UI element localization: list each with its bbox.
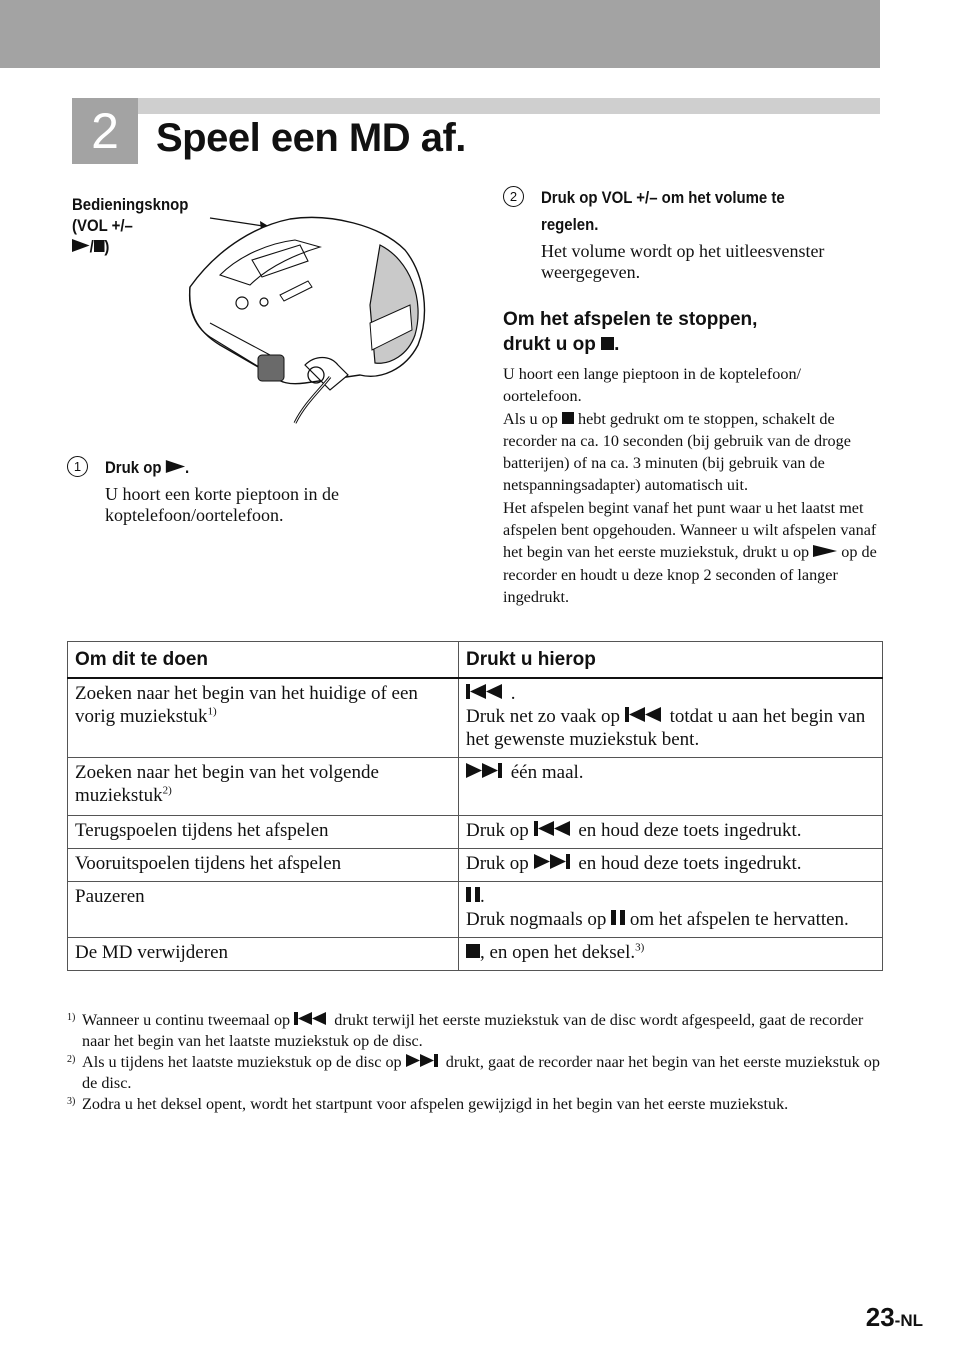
column-header-action: Om dit te doen (68, 642, 459, 679)
table-row (68, 849, 883, 882)
stop-p1: U hoort een lange pieptoon in de koptelefoon/ oortelefoon. (503, 365, 802, 406)
table-row (68, 938, 883, 971)
table-cell-button: Druk op en houd deze toets ingedrukt. (459, 816, 883, 849)
table-cell-button: . Druk net zo vaak op totdat u aan het begin van het gewenste muziekstuk bent. (459, 678, 883, 758)
callout-close: ) (104, 237, 110, 256)
title-rule (138, 98, 880, 114)
step-1-number: 1 (67, 456, 88, 477)
step-2-heading: Druk op VOL +/– om het volume te regelen. (541, 188, 785, 234)
footnotes (67, 1010, 887, 1115)
step-2-number: 2 (503, 186, 524, 207)
callout-line-1: Bedieningsknop (72, 195, 189, 214)
table-cell-button: . Druk nogmaals op om het afspelen te hervatten. (459, 882, 883, 938)
step-1-body: U hoort een korte pieptoon in de koptelefoon/oortelefoon. (105, 484, 339, 525)
play-icon (72, 239, 90, 252)
page-title: Speel een MD af. (156, 116, 466, 160)
previous-track-icon (625, 707, 665, 722)
table-cell-button: één maal. (459, 758, 883, 816)
play-icon (813, 545, 837, 557)
md-recorder-illustration (180, 205, 450, 435)
stop-body (503, 363, 879, 608)
table-cell-action: De MD verwijderen (68, 938, 459, 971)
stop-p2: Als u op hebt gedrukt om te stoppen, schakelt de recorder na ca. 10 seconden (bij gebruik van de droge batterijen) of na ca. 3 minuten (bij gebruik van de netspanningsadapter) automatisch uit. (503, 409, 851, 495)
previous-track-icon (294, 1012, 330, 1025)
pause-icon (466, 887, 480, 902)
stop-icon (601, 337, 614, 350)
play-icon (166, 460, 185, 473)
table-row (68, 816, 883, 849)
step-2-body: Het volume wordt op het uitleesvenster weergegeven. (541, 241, 825, 282)
step-number-box: 2 (72, 98, 138, 164)
table-cell-action: Terugspoelen tijdens het afspelen (68, 816, 459, 849)
table-cell-action: Zoeken naar het begin van het huidige of een vorig muziekstuk$^{1)}$ (68, 678, 459, 758)
callout-slash: / (89, 237, 94, 256)
callout-line-2: (VOL +/– (72, 216, 133, 235)
stop-icon (466, 944, 480, 958)
table-row (68, 678, 883, 758)
next-track-icon (534, 854, 574, 869)
table-row (68, 882, 883, 938)
footnote-3: 3) Zodra u het deksel opent, wordt het startpunt voor afspelen gewijzigd in het begin van het eerste muziekstuk. (67, 1095, 789, 1113)
stop-heading: Om het afspelen te stoppen, drukt u op . (503, 309, 758, 355)
table-cell-button: Druk op en houd deze toets ingedrukt. (459, 849, 883, 882)
table-cell-button: , en open het deksel.$^{3)}$ (459, 938, 883, 971)
column-header-button: Drukt u hierop (459, 642, 883, 679)
previous-track-icon (534, 821, 574, 836)
stop-icon (562, 412, 574, 424)
next-track-icon (466, 763, 506, 778)
table-row (68, 758, 883, 816)
table-header-row (68, 642, 883, 679)
table-cell-action: Vooruitspoelen tijdens het afspelen (68, 849, 459, 882)
stop-icon (94, 240, 105, 252)
footnote-2: 2) Als u tijdens het laatste muziekstuk op de disc op drukt, gaat de recorder naar het begin van het eerste muziekstuk op de disc. (67, 1053, 880, 1092)
operations-table (67, 641, 883, 971)
table-cell-action: Zoeken naar het begin van het volgende muziekstuk$^{2)}$ (68, 758, 459, 816)
step-1-heading: Druk op . (105, 458, 190, 477)
pause-icon (611, 910, 625, 925)
previous-track-icon (466, 684, 506, 699)
header-bar (0, 0, 880, 68)
footnote-1: 1) Wanneer u continu tweemaal op drukt terwijl het eerste muziekstuk van de disc wordt afgespeeld, gaat de recorder naar het begin van het laatste muziekstuk op de disc. (67, 1011, 864, 1050)
next-track-icon (406, 1054, 442, 1067)
page-number: 23-NL (865, 1302, 923, 1332)
table-cell-action: Pauzeren (68, 882, 459, 938)
stop-p3: Het afspelen begint vanaf het punt waar u het laatst met afspelen bent opgehouden. Wanneer u wilt afspelen vanaf het begin van het eerste muziekstuk, drukt u op op de recorder en houdt u deze knop 2 seconden of langer ingedrukt. (503, 498, 877, 606)
